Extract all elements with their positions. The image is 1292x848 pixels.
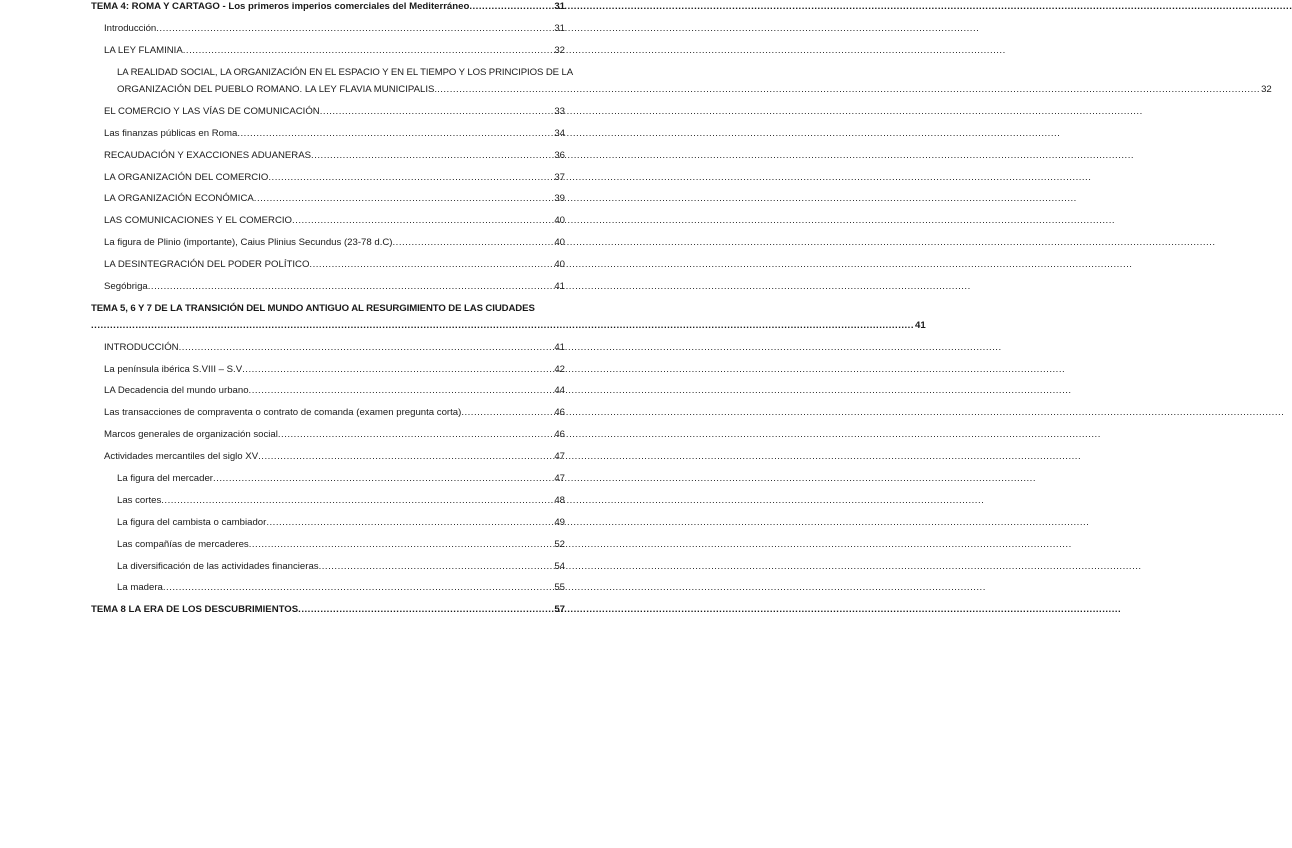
leader-dots	[320, 105, 554, 119]
toc-entry[interactable]	[91, 428, 565, 442]
toc-entry-page: 41	[915, 320, 926, 331]
toc-entry-page: 34	[554, 128, 565, 139]
leader-dots	[156, 22, 553, 36]
toc-entry-page: 46	[554, 407, 565, 418]
toc-entry-title: ORGANIZACIÓN DEL PUEBLO ROMANO. LA LEY FLAVIA MUNICIPALIS.	[117, 84, 438, 95]
leader-dots	[268, 171, 553, 185]
leader-dots	[319, 560, 554, 574]
leader-dots	[469, 0, 553, 14]
toc-entry[interactable]	[91, 0, 565, 14]
toc-entry-page: 47	[554, 473, 565, 484]
toc-entry[interactable]	[91, 560, 565, 574]
toc-entry-page: 54	[554, 561, 565, 572]
leader-dots	[163, 581, 553, 595]
leader-dots	[309, 258, 553, 272]
toc-entry[interactable]	[91, 44, 565, 58]
toc-entry-title: LA ORGANIZACIÓN DEL COMERCIO	[104, 172, 269, 183]
leader-dots	[213, 472, 553, 486]
toc-entry-page: 33	[554, 106, 565, 117]
toc-entry-page: 49	[554, 517, 565, 528]
toc-entry-page: 32	[554, 45, 565, 56]
leader-dots	[311, 149, 553, 163]
toc-entry[interactable]	[91, 341, 565, 355]
toc-entry-page: 42	[554, 364, 565, 375]
toc-entry-page: 52	[554, 539, 565, 550]
toc-entry-title: Las cortes	[117, 495, 162, 506]
toc-entry-page: 44	[554, 385, 565, 396]
toc-entry-title: Las finanzas públicas en Roma	[104, 128, 238, 139]
toc-entry-title: Actividades mercantiles del siglo XV	[104, 451, 259, 462]
toc-entry[interactable]	[91, 258, 565, 272]
toc-entry-page: 39	[554, 193, 565, 204]
toc-entry[interactable]	[91, 127, 565, 141]
leader-dots	[179, 341, 554, 355]
toc-entry-title: TEMA 8 LA ERA DE LOS DESCUBRIMIENTOS	[91, 604, 299, 615]
toc-entry[interactable]	[91, 149, 565, 163]
toc-entry-page: 41	[554, 342, 565, 353]
toc-entry[interactable]	[91, 300, 926, 334]
toc-entry[interactable]	[91, 105, 565, 119]
leader-dots	[254, 192, 554, 206]
toc-entry[interactable]	[91, 494, 565, 508]
toc-entry-title: Las compañías de mercaderes	[117, 539, 249, 550]
toc-entry-page: 48	[554, 495, 565, 506]
toc-entry-title: LAS COMUNICACIONES Y EL COMERCIO	[104, 215, 293, 226]
toc-entry-title: LA ORGANIZACIÓN ECONÓMICA	[104, 193, 254, 204]
toc-entry[interactable]	[91, 280, 565, 294]
toc-entry[interactable]	[91, 363, 565, 377]
toc-entry-title: La figura del mercader	[117, 473, 213, 484]
leader-dots	[161, 494, 553, 508]
leader-dots	[266, 516, 553, 530]
toc-entry-title: La figura del cambista o cambiador	[117, 517, 267, 528]
leader-dots	[298, 603, 553, 617]
leader-dots	[258, 450, 553, 464]
leader-dots	[437, 81, 1260, 98]
toc-entry-title: TEMA 4: ROMA Y CARTAGO - Los primeros imperios comerciales del Mediterráneo	[91, 1, 470, 12]
toc-entry-title: Las transacciones de compraventa o contrato de comanda (examen pregunta corta)	[104, 407, 462, 418]
leader-dots	[91, 317, 914, 334]
toc-entry[interactable]	[104, 64, 1272, 98]
toc-entry-page: 37	[554, 172, 565, 183]
toc-entry-page: 47	[554, 451, 565, 462]
leader-dots	[249, 538, 554, 552]
toc-entry[interactable]	[91, 22, 565, 36]
leader-dots	[461, 406, 553, 420]
toc-entry[interactable]	[91, 236, 565, 250]
toc-entry-title: La figura de Plinio (importante), Caius Plinius Secundus (23-78 d.C)	[104, 237, 393, 248]
toc-entry-title: LA LEY FLAMINIA	[104, 45, 183, 56]
toc-entry[interactable]	[91, 450, 565, 464]
toc-entry-page: 40	[554, 259, 565, 270]
toc-entry-title: La península ibérica S.VIII – S.V	[104, 364, 243, 375]
leader-dots	[393, 236, 554, 250]
leader-dots	[148, 280, 554, 294]
leader-dots	[237, 127, 553, 141]
toc-entry-title: RECAUDACIÓN Y EXACCIONES ADUANERAS	[104, 150, 312, 161]
toc-entry[interactable]	[91, 171, 565, 185]
toc-entry-title: Segóbriga	[104, 281, 148, 292]
toc-entry-title-line1: LA REALIDAD SOCIAL, LA ORGANIZACIÓN EN EL ESPACIO Y EN EL TIEMPO Y LOS PRINCIPIOS DE LA	[117, 67, 574, 78]
toc-entry-title: EL COMERCIO Y LAS VÍAS DE COMUNICACIÓN	[104, 106, 320, 117]
toc-entry-title: La diversificación de las actividades financieras	[117, 561, 319, 572]
leader-dots	[183, 44, 554, 58]
toc-entry[interactable]	[91, 603, 565, 617]
leader-dots	[292, 214, 553, 228]
toc-entry[interactable]	[91, 538, 565, 552]
toc-entry-title: LA DESINTEGRACIÓN DEL PODER POLÍTICO	[104, 259, 310, 270]
toc-entry-page: 57	[554, 604, 565, 615]
toc-entry[interactable]	[91, 472, 565, 486]
toc-entry-title: Introducción	[104, 23, 157, 34]
leader-dots	[242, 363, 553, 377]
toc-entry-page: 40	[554, 215, 565, 226]
toc-entry[interactable]	[91, 406, 565, 420]
toc-entry-page: 55	[554, 582, 565, 593]
toc-entry[interactable]	[91, 384, 565, 398]
toc-entry-title-line1: TEMA 5, 6 Y 7 DE LA TRANSICIÓN DEL MUNDO ANTIGUO AL RESURGIMIENTO DE LAS CIUDADES	[91, 303, 535, 314]
toc-entry-title: LA Decadencia del mundo urbano	[104, 385, 249, 396]
toc-entry-title: INTRODUCCIÓN	[104, 342, 179, 353]
toc-entry-page: 31	[554, 23, 565, 34]
toc-entry-page: 36	[554, 150, 565, 161]
toc-entry[interactable]	[91, 581, 565, 595]
toc-entry-page: 31	[554, 1, 565, 12]
toc-entry-title: La madera	[117, 582, 163, 593]
toc-entry-page: 40	[554, 237, 565, 248]
leader-dots	[249, 384, 554, 398]
toc-entry-title: Marcos generales de organización social	[104, 429, 278, 440]
toc-entry[interactable]	[91, 214, 565, 228]
toc-entry[interactable]	[91, 192, 565, 206]
toc-entry-page: 41	[554, 281, 565, 292]
toc-entry-page: 46	[554, 429, 565, 440]
toc-entry[interactable]	[91, 516, 565, 530]
toc-entry-page: 32	[1261, 84, 1272, 95]
leader-dots	[278, 428, 553, 442]
